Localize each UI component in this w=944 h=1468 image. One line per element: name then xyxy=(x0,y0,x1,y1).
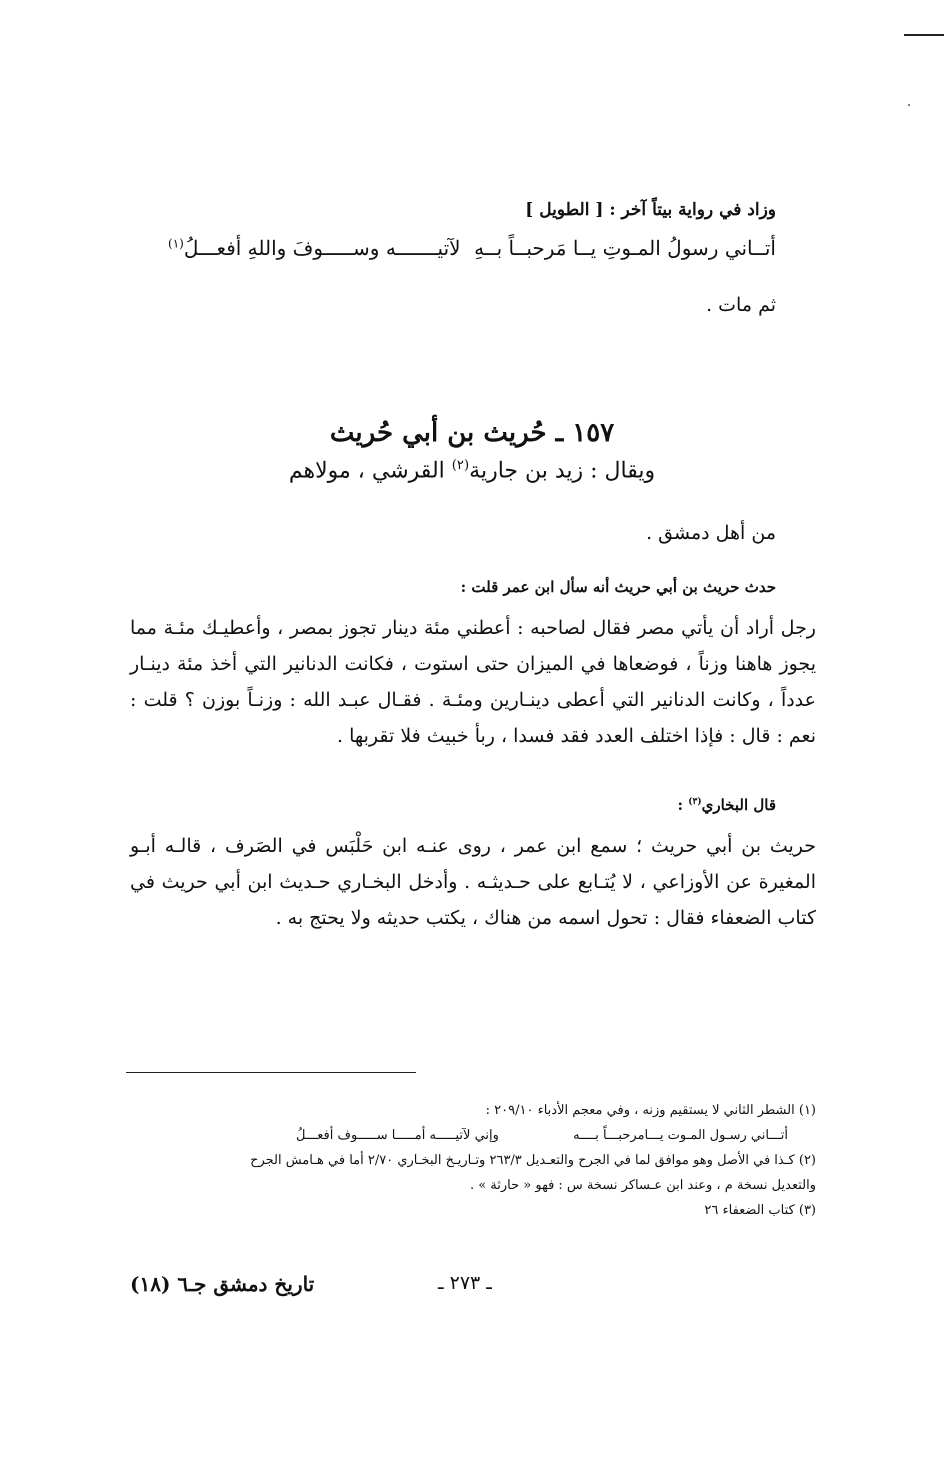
footnote-ref-2: (٢) xyxy=(451,458,470,473)
biography-subtitle xyxy=(0,458,944,483)
book-title-footer: تاريخ دمشق جـ٦ (١٨) xyxy=(130,1272,315,1296)
bukhari-label-text: قال البخاري xyxy=(701,796,776,814)
verse-first-hemistich: أتــاني رسولُ المـوتِ يــا مَرحبــاً بــهِ xyxy=(474,236,776,260)
bukhari-label xyxy=(677,796,776,814)
affiliation: القرشي ، مولاهم xyxy=(288,458,452,484)
footnote-2-line-2: والتعديل نسخة م ، وعند ابن عـساكر نسخة س : فهو « حارثة » . xyxy=(469,1178,816,1193)
footnote-3: (٣) كتاب الضعفاء ٢٦ xyxy=(704,1203,816,1218)
bukhari-label-colon: : xyxy=(677,796,689,814)
biography-heading xyxy=(0,418,944,448)
origin-line: من أهل دمشق . xyxy=(646,522,776,544)
verse-second-text: لآتيـــــــه وســـــوفَ واللهِ أفعـــلُ xyxy=(183,236,461,260)
footnote-1-verse xyxy=(296,1123,788,1148)
hadith-paragraph: رجل أراد أن يأتي مصر فقال لصاحبه : أعطني مئة دينار تجوز بمصر ، وأعطيـك مئـة مما يجوز هاهنا وزناً ، فوضعاها في الميزان حتى استوت ، فكانت الدنانير التي أخذ مئة دينـار عدداً ، وكانت الدنانير التي أعطى دينـارين ومئـة . فقـال عبـد الله : وزنـاً بوزن ؟ قلت : نعم : قال : فإذا اختلف العدد فقد فسدا ، ربأ خبيث فلا تقربها . xyxy=(130,617,816,747)
footnote-verse-first: أتـــاني رسـول المـوت يـــامرحبـــاً بــــه xyxy=(573,1128,788,1143)
footnote-verse-second: وإني لآتيـــــه أمـــــا ســـــوف أفعـــلُ xyxy=(296,1128,499,1143)
scan-speck xyxy=(908,104,910,106)
bukhari-paragraph: حريث بن أبي حريث ؛ سمع ابن عمر ، روى عنـه ابن حَلْبَس في الصَرف ، قالـه أبـو المغيرة عن الأوزاعي ، لا يُتـابع على حـديثـه . وأدخل البخـاري حـديث ابن أبي حريث في كتاب الضعفاء فقال : تحول اسمه من هناك ، يكتب حديثه ولا يحتج به . xyxy=(130,835,816,929)
alt-name: ويقال : زيد بن جارية xyxy=(469,458,656,484)
footnote-ref-1: (١) xyxy=(168,236,184,251)
biography-number: ١٥٧ xyxy=(572,418,615,448)
biography-name: حُريث بن أبي حُريث xyxy=(329,418,547,448)
death-note: ثم مات . xyxy=(706,294,776,316)
poem-verse xyxy=(168,236,776,272)
page-number: ـ ٢٧٣ ـ xyxy=(438,1272,492,1294)
footnote-1: (١) الشطر الثاني لا يستقيم وزنه ، وفي معجم الأدباء ٢٠٩/١٠ : xyxy=(485,1103,816,1118)
footnote-ref-3: (٣) xyxy=(688,797,702,807)
corner-rule xyxy=(904,34,944,36)
isnad-line: حدث حريث بن أبي حريث أنه سأل ابن عمر قلت : xyxy=(460,578,776,596)
verse-second-hemistich xyxy=(168,236,461,260)
verse-intro: وزاد في رواية بيتاً آخر : [ الطويل ] xyxy=(525,200,776,220)
footnote-divider xyxy=(126,1072,416,1073)
footnotes xyxy=(126,1098,816,1223)
heading-separator: ـ xyxy=(555,418,564,448)
footnote-2-line-1: (٢) كـذا في الأصل وهو موافق لما في الجرح والتعـديل ٢٦٣/٣ وتـاريـخ البخـاري ٢/٧٠ أما في هـامش الجرح xyxy=(250,1153,816,1168)
